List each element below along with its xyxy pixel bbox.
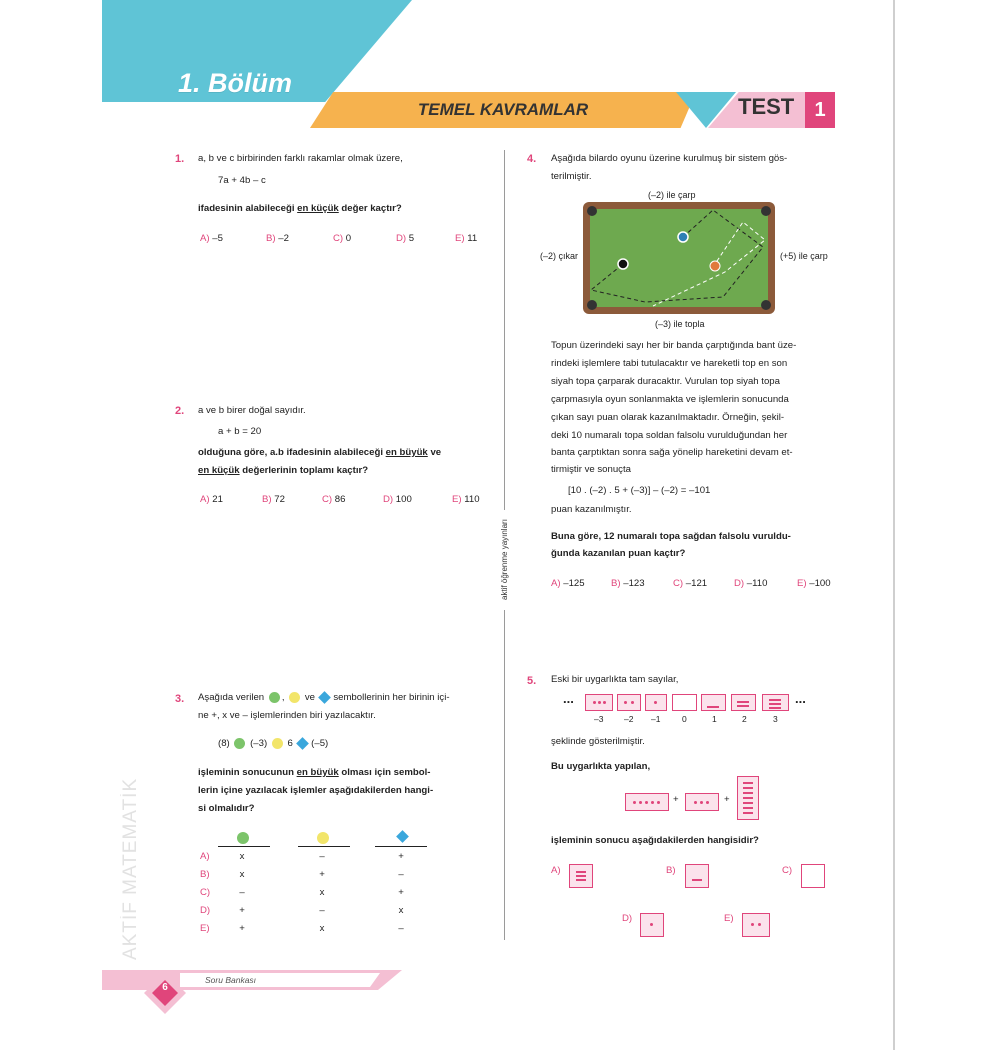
q5-text: Eski bir uygarlıkta tam sayılar, xyxy=(551,674,679,685)
option-c-symbol xyxy=(801,864,825,888)
cell-blue: – xyxy=(398,923,404,934)
q2-expression: a + b = 20 xyxy=(218,426,262,437)
question-number: 4. xyxy=(527,153,537,165)
pocket xyxy=(587,300,597,310)
option-b[interactable]: B) 72 xyxy=(262,494,285,505)
symbol-minus-3 xyxy=(585,694,613,711)
option-label: C) xyxy=(782,865,793,876)
table-header-rule xyxy=(298,846,350,847)
symbol-minus-1 xyxy=(645,694,667,711)
option-e[interactable]: E) 11 xyxy=(455,233,478,244)
cell-green: x xyxy=(239,851,245,862)
option-e[interactable]: E) 110 xyxy=(452,494,480,505)
billiard-label-top: (–2) ile çarp xyxy=(648,190,696,200)
q1-text: a, b ve c birbirinden farklı rakamlar olmak üzere, xyxy=(198,153,403,164)
option-c[interactable]: C) 0 xyxy=(333,233,352,244)
q4-expression: [10 . (–2) . 5 + (–3)] – (–2) = –101 xyxy=(568,485,711,496)
option-c[interactable]: C) –121 xyxy=(673,578,708,589)
numberline-ellipsis-right: ... xyxy=(795,691,806,706)
option-label: A) xyxy=(551,865,561,876)
q4-paragraph-3: siyah topa çarparak duracaktır. Vurulan top siyah topa xyxy=(551,376,780,387)
pocket xyxy=(587,206,597,216)
cell-green: x xyxy=(239,869,245,880)
table-header-rule xyxy=(218,846,270,847)
option-b[interactable]: B) –2 xyxy=(266,233,289,244)
option-d[interactable]: D) 5 xyxy=(396,233,415,244)
page-number-diamond-icon xyxy=(142,970,188,1016)
blue-diamond-icon xyxy=(318,691,331,704)
option-c[interactable]: C) 86 xyxy=(322,494,346,505)
ball-12-icon xyxy=(710,261,720,271)
page-number: 6 xyxy=(162,982,168,993)
operand-minus-5 xyxy=(625,793,669,811)
option-d[interactable]: D) 100 xyxy=(383,494,412,505)
operand-minus-3 xyxy=(685,793,719,811)
option-a-symbol xyxy=(569,864,593,888)
q3-question-line1: işleminin sonucunun en büyük olması için sembol- xyxy=(198,767,431,778)
row-label: A) xyxy=(200,851,210,862)
option-a[interactable]: A) –5 xyxy=(200,233,223,244)
footer-label: Soru Bankası xyxy=(205,975,257,985)
q5-prompt: Bu uygarlıkta yapılan, xyxy=(551,761,651,772)
numberline-label: 3 xyxy=(773,714,778,724)
question-number: 2. xyxy=(175,405,185,417)
cell-blue: + xyxy=(398,851,404,862)
option-b[interactable]: B) –123 xyxy=(611,578,645,589)
option-label: B) xyxy=(666,865,676,876)
billiard-label-right: (+5) ile çarp xyxy=(780,251,828,261)
row-label: C) xyxy=(200,887,211,898)
cell-yellow: x xyxy=(319,923,325,934)
cell-blue: + xyxy=(398,887,404,898)
cell-blue: x xyxy=(398,905,404,916)
symbol-plus-1 xyxy=(701,694,726,711)
q3-text-line1: Aşağıda verilen , ve sembollerinin her birinin içi- xyxy=(198,692,450,703)
q3-text-line2: ne +, x ve – işlemlerinden biri yazılacaktır. xyxy=(198,710,376,721)
q4-paragraph-4: çarpmasıyla oyun sonlanmakta ve işlemlerin sonucunda xyxy=(551,394,789,405)
cell-yellow: + xyxy=(319,869,325,880)
black-ball-icon xyxy=(618,259,628,269)
symbol-minus-2 xyxy=(617,694,641,711)
option-label: E) xyxy=(724,913,734,924)
yellow-circle-icon xyxy=(272,738,283,749)
option-e[interactable]: E) –100 xyxy=(797,578,831,589)
option-a[interactable]: A) –125 xyxy=(551,578,585,589)
numberline-label: –1 xyxy=(651,714,661,724)
q3-expression: (8) (–3) 6 (–5) xyxy=(218,738,329,749)
option-e-symbol xyxy=(742,913,770,937)
numberline-label: 0 xyxy=(682,714,687,724)
cell-green: + xyxy=(239,905,245,916)
q4-paragraph-8: tirmiştir ve sonuçta xyxy=(551,464,631,475)
plus-sign: + xyxy=(673,794,679,805)
topic-title: TEMEL KAVRAMLAR xyxy=(417,100,589,119)
row-label: D) xyxy=(200,905,211,916)
blue-diamond-icon xyxy=(296,737,309,750)
green-circle-icon xyxy=(237,832,249,844)
q4-paragraph-7: banta çarptıktan sonra sağa yönelip hareketini devam et- xyxy=(551,447,793,458)
row-label: E) xyxy=(200,923,210,934)
side-watermark-text: AKTİF MATEMATİK xyxy=(120,777,141,960)
q1-expression: 7a + 4b – c xyxy=(218,175,266,186)
test-number: 1 xyxy=(805,92,835,128)
pocket xyxy=(761,300,771,310)
page-edge-divider xyxy=(893,0,895,1050)
operand-plus-7 xyxy=(737,776,759,820)
green-circle-icon xyxy=(234,738,245,749)
q5-shown-text: şeklinde gösterilmiştir. xyxy=(551,736,645,747)
q2-question-line2: en küçük değerlerinin toplamı kaçtır? xyxy=(198,465,369,476)
numberline-label: 1 xyxy=(712,714,717,724)
billiard-table-figure xyxy=(583,202,775,314)
option-a[interactable]: A) 21 xyxy=(200,494,223,505)
billiard-label-bottom: (–3) ile topla xyxy=(655,319,705,329)
question-number: 3. xyxy=(175,693,185,705)
billiard-label-left: (–2) çıkar xyxy=(540,251,579,261)
numberline-label: –2 xyxy=(624,714,634,724)
q4-text-line2: terilmiştir. xyxy=(551,171,592,182)
row-label: B) xyxy=(200,869,210,880)
numberline-label: –3 xyxy=(594,714,604,724)
option-b-symbol xyxy=(685,864,709,888)
q4-paragraph-1: Topun üzerindeki sayı her bir banda çarptığında bant üze- xyxy=(551,340,797,351)
q2-text: a ve b birer doğal sayıdır. xyxy=(198,405,306,416)
numberline-label: 2 xyxy=(742,714,747,724)
q4-question-line1: Buna göre, 12 numaralı topa sağdan falsolu vuruldu- xyxy=(551,531,791,542)
q4-text-line1: Aşağıda bilardo oyunu üzerine kurulmuş bir sistem gös- xyxy=(551,153,788,164)
question-number: 5. xyxy=(527,675,537,687)
symbol-zero xyxy=(672,694,697,711)
test-label: TEST xyxy=(738,94,795,119)
q4-after: puan kazanılmıştır. xyxy=(551,504,632,515)
q4-paragraph-5: çıkan sayı puan olarak kazanılmaktadır. Örneğin, şekil- xyxy=(551,412,785,423)
yellow-circle-icon xyxy=(317,832,329,844)
cell-green: + xyxy=(239,923,245,934)
q4-paragraph-6: deki 10 numaralı topa soldan falsolu vurulduğundan her xyxy=(551,430,788,441)
option-label: D) xyxy=(622,913,633,924)
q5-question: işleminin sonucu aşağıdakilerden hangisidir? xyxy=(551,835,759,846)
cell-green: – xyxy=(239,887,245,898)
q4-question-line2: ğunda kazanılan puan kaçtır? xyxy=(551,548,686,559)
q4-paragraph-2: rindeki işlemlere tabi tutulacaktır ve hareketli top en son xyxy=(551,358,788,369)
plus-sign: + xyxy=(724,794,730,805)
q3-question-line3: si olmalıdır? xyxy=(198,803,255,814)
pocket xyxy=(761,206,771,216)
cell-yellow: – xyxy=(319,851,325,862)
cell-yellow: – xyxy=(319,905,325,916)
numberline-ellipsis-left: ... xyxy=(563,691,574,706)
publisher-vertical-text: aktif öğrenme yayınları xyxy=(500,510,512,610)
cell-blue: – xyxy=(398,869,404,880)
green-circle-icon xyxy=(269,692,280,703)
cell-yellow: x xyxy=(319,887,325,898)
ball-10-icon xyxy=(678,232,688,242)
option-d-symbol xyxy=(640,913,664,937)
q3-question-line2: lerin içine yazılacak işlemler aşağıdakilerden hangi- xyxy=(198,785,434,796)
option-d[interactable]: D) –110 xyxy=(734,578,768,589)
chapter-title: 1. Bölüm xyxy=(178,68,293,98)
q1-question: ifadesinin alabileceği en küçük değer kaçtır? xyxy=(198,203,402,214)
q2-question-line1: olduğuna göre, a.b ifadesinin alabileceği en büyük ve xyxy=(198,447,442,458)
symbol-plus-2 xyxy=(731,694,756,711)
question-number: 1. xyxy=(175,153,185,165)
table-header-rule xyxy=(375,846,427,847)
yellow-circle-icon xyxy=(289,692,300,703)
symbol-plus-3 xyxy=(762,694,789,711)
